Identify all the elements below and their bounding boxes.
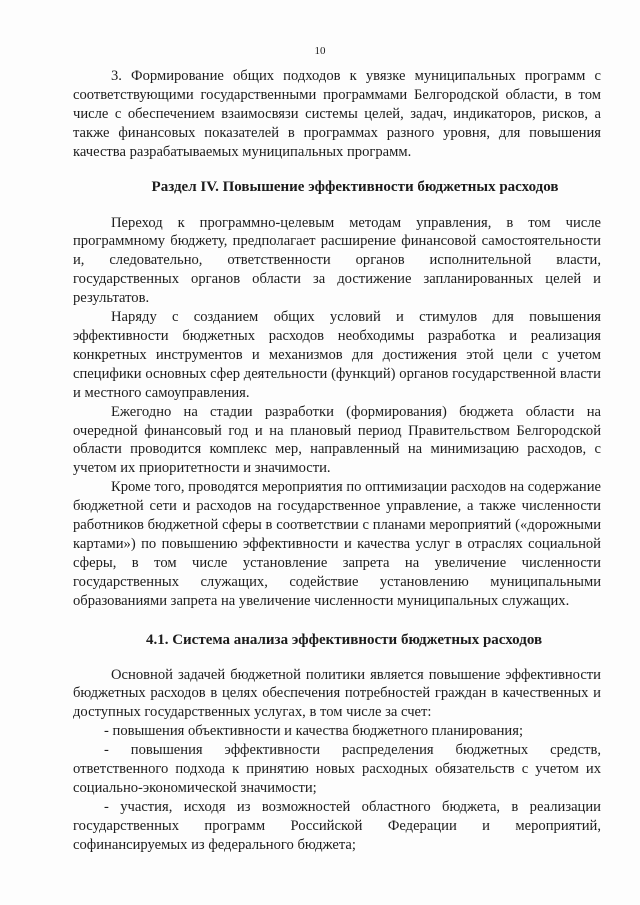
section-paragraph: Кроме того, проводятся мероприятия по оптимизации расходов на содержание бюджетной сети и расходов на государственное управление, а также численности работников бюджетной сферы в соответствии с планами мероприятий («дорожными картами») по повышению эффективности и качества услуг в отраслях социальной сферы, в том числе установление запрета на увеличение численности государственных служащих, содействие установлению муниципальными образованиями запрета на увеличение численности муниципальных служащих. [73, 479, 601, 609]
section-paragraph: Ежегодно на стадии разработки (формирования) бюджета области на очередной финансовый год и на плановый период Правительством Белгородской области проводится комплекс мер, направленный на минимизацию расходов, с учетом их приоритетности и значимости. [73, 403, 601, 477]
section-paragraph: Наряду с созданием общих условий и стимулов для повышения эффективности бюджетных расходов необходимы разработка и реализация конкретных инструментов и механизмов для достижения этой цели с учетом специфики основных сфер деятельности (функций) органов государственной власти и местного самоуправления. [73, 309, 601, 401]
list-item: - повышения объективности и качества бюджетного планирования; [104, 723, 524, 740]
list-item: - участия, исходя из возможностей областного бюджета, в реализации государственных программ Российской Федерации и мероприятий, софинансируемых из федерального бюджета; [73, 798, 601, 853]
subsection-title: 4.1. Система анализа эффективности бюджетных расходов [145, 631, 543, 648]
list-item: - повышения эффективности распределения бюджетных средств, ответственного подхода к принятию новых расходных обязательств с учетом их социально-экономической значимости; [73, 742, 601, 796]
section-title: Раздел IV. Повышение эффективности бюджетных расходов [151, 178, 559, 195]
page-number: 10 [314, 45, 326, 57]
page-content [73, 67, 601, 855]
subsection-intro: Основной задачей бюджетной политики является повышение эффективности бюджетных расходов в целях обеспечения потребностей граждан в качественных и доступных государственных услугах, в том числе за счет: [73, 666, 601, 721]
section-paragraph: Переход к программно-целевым методам управления, в том числе программному бюджету, предполагает расширение финансовой самостоятельности и, следовательно, ответственности органов исполнительной власти, государственных органов области за достижение запланированных целей и результатов. [73, 214, 601, 307]
intro-paragraph: 3. Формирование общих подходов к увязке муниципальных программ с соответствующими государственными программами Белгородской области, в том числе с обеспечением взаимосвязи системы целей, задач, индикаторов, рисков, а также финансовых показателей в программах разного уровня, для повышения качества разрабатываемых муниципальных программ. [73, 68, 601, 160]
